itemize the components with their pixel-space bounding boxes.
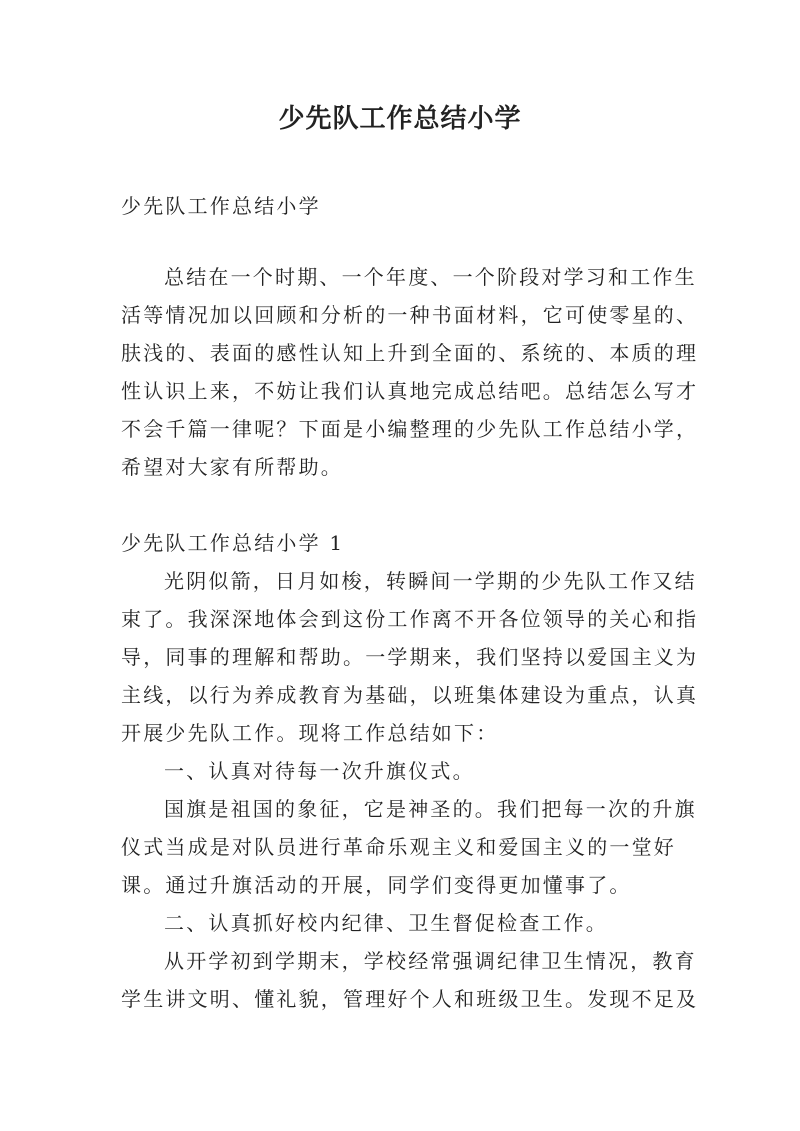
intro-line: 肤浅的、表面的感性认知上升到全面的、系统的、本质的理 [121,341,699,365]
intro-line: 不会千篇一律呢？下面是小编整理的少先队工作总结小学， [121,417,699,441]
body-line: 束了。我深深地体会到这份工作离不开各位领导的关心和指 [121,607,699,631]
list-heading: 二、认真抓好校内纪律、卫生督促检查工作。 [164,911,608,935]
section-heading: 少先队工作总结小学 1 [121,531,345,555]
body-line: 学生讲文明、懂礼貌，管理好个人和班级卫生。发现不足及 [121,987,699,1011]
intro-line: 活等情况加以回顾和分析的一种书面材料，它可使零星的、 [121,303,699,327]
body-line: 从开学初到学期末，学校经常强调纪律卫生情况，教育 [164,949,697,973]
list-heading: 一、认真对待每一次升旗仪式。 [164,759,475,783]
body-line: 光阴似箭，日月如梭，转瞬间一学期的少先队工作又结 [164,569,697,593]
body-line: 国旗是祖国的象征，它是神圣的。我们把每一次的升旗 [164,797,697,821]
intro-line: 总结在一个时期、一个年度、一个阶段对学习和工作生 [164,265,697,289]
body-line: 仪式当成是对队员进行革命乐观主义和爱国主义的一堂好 [121,835,676,859]
document-subtitle: 少先队工作总结小学 [121,194,321,218]
document-title: 少先队工作总结小学 [278,104,522,134]
body-line: 导，同事的理解和帮助。一学期来，我们坚持以爱国主义为 [121,645,699,669]
body-line: 主线，以行为养成教育为基础，以班集体建设为重点，认真 [121,683,699,707]
intro-line: 希望对大家有所帮助。 [121,455,343,479]
body-line: 开展少先队工作。现将工作总结如下： [121,721,499,745]
intro-line: 性认识上来，不妨让我们认真地完成总结吧。总结怎么写才 [121,379,699,403]
body-line: 课。通过升旗活动的开展，同学们变得更加懂事了。 [121,873,632,897]
